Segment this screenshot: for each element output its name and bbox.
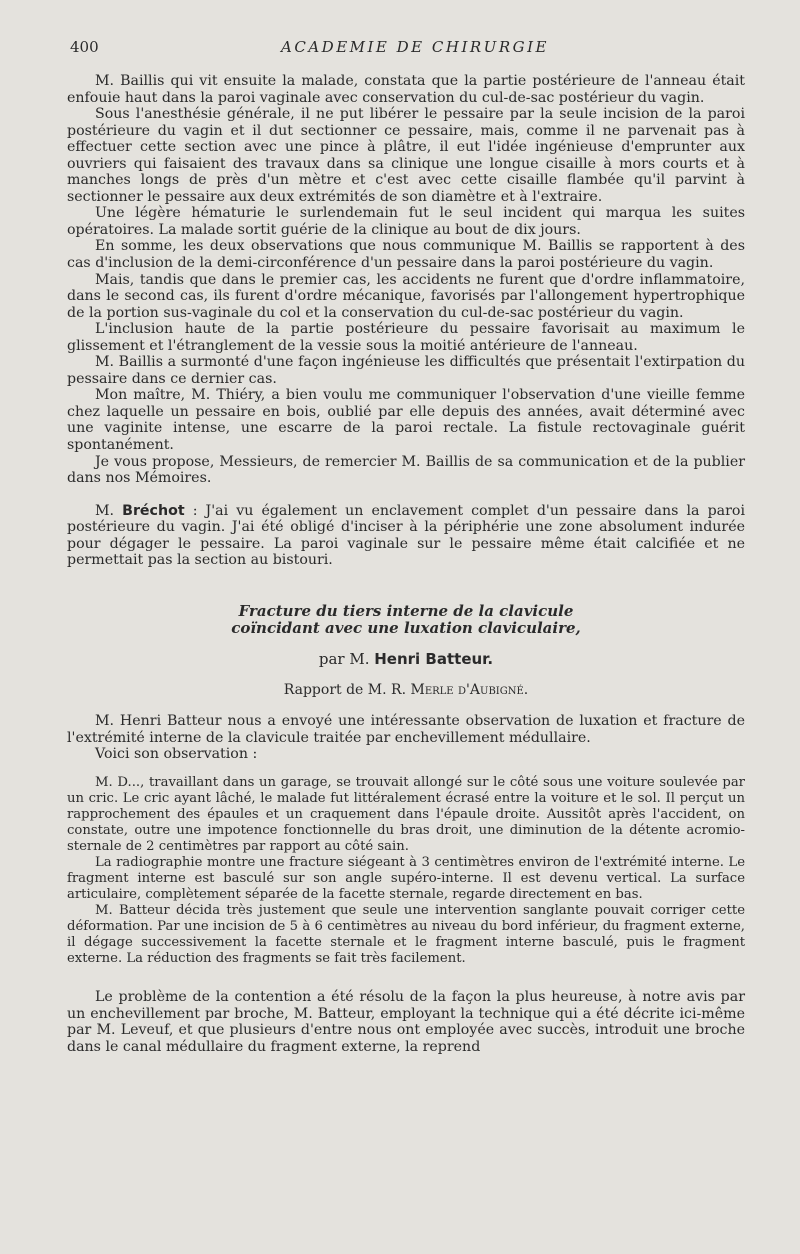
observation-paragraph: M. Batteur décida très justement que seule une intervention sanglante pouvait corriger cette déformation. Par une incision de 5 à 6 centimètres au niveau du bord inférieur, du fragment externe, il dégage successivement la facette sternale et le fragment interne basculé, puis le fragment externe. La réduction des fragments se fait très facilement. [67,902,745,967]
paragraph: L'inclusion haute de la partie postérieure du pessaire favorisait au maximum le glissement et l'étranglement de la vessie sous la moitié antérieure de l'anneau. [67,321,745,354]
paragraph: Une légère hématurie le surlendemain fut le seul incident qui marqua les suites opératoires. La malade sortit guérie de la clinique au bout de dix jours. [67,205,745,238]
paragraph: Mon maître, M. Thiéry, a bien voulu me communiquer l'observation d'une vieille femme chez laquelle un pessaire en bois, oublié par elle depuis des années, avait déterminé avec une vaginite intense, une escarre de la paroi rectale. La fistule rectovaginale guérit spontanément. [67,387,745,454]
paragraph: Mais, tandis que dans le premier cas, les accidents ne furent que d'ordre inflammatoire, dans le second cas, ils furent d'ordre mécanique, favorisés par l'allongement hypertrophique de la portion sus-vaginale du col et la conservation du cul-de-sac postérieur du vagin. [67,271,745,321]
reporter-name: Merle d'Aubigné. [410,682,529,699]
running-title: ACADEMIE DE CHIRURGIE [281,38,549,56]
observation-paragraph: M. D..., travaillant dans un garage, se trouvait allongé sur le côté sous une voiture soulevée par un cric. Le cric ayant lâché, le malade fut littéralement écrasé entre la voiture et le sol. Il perçut un rapprochement des épaules et un craquement dans l'épaule droite. Aussitôt après l'accident, on constate, outre une impotence fonctionnelle du bras droit, une diminution de la détente acromio-sternale de 2 centimètres par rapport au côté sain. [67,774,745,854]
discussion-text: : J'ai vu également un enclavement complet d'un pessaire dans la paroi postérieure du vagin. J'ai été obligé d'inciser à la périphérie une zone absolument indurée pour dégager le pessaire. La paroi vaginale sur le pessaire même était calcifiée et ne permettait pas la section au bistouri. [67,502,745,569]
paragraph: Le problème de la contention a été résolu de la façon la plus heureuse, à notre avis par un enchevillement par broche, M. Batteur, employant la technique qui a été décrite ici-même par M. Leveuf, et que plusieurs d'entre nous ont employée avec succès, introduit une broche dans le canal médullaire du fragment externe, la reprend [67,989,745,1055]
article-title-line-1: Fracture du tiers interne de la clavicule [238,601,574,620]
paragraph: Voici son observation : [95,746,258,763]
paragraph: En somme, les deux observations que nous communique M. Baillis se rapportent à des cas d'inclusion de la demi-circonférence d'un pessaire dans la paroi postérieure du vagin. [67,238,745,272]
discussion-paragraph [67,503,745,569]
paragraph: M. Baillis a surmonté d'une façon ingénieuse les difficultés que présentait l'extirpation du pessaire dans ce dernier cas. [67,354,745,387]
paragraph: M. Henri Batteur nous a envoyé une intéressante observation de luxation et fracture de l'extrémité interne de la clavicule traitée par enchevillement médullaire. [67,712,745,746]
article-title-line-2: coïncidant avec une luxation claviculaire, [231,618,581,637]
page-header [70,38,760,62]
speaker-name: Bréchot [122,502,185,519]
speaker-prefix: M. [95,502,123,519]
article-heading [67,603,745,699]
report-prefix: Rapport de M. R. [283,682,411,699]
report-line [67,682,745,699]
body-text [67,73,745,1055]
paragraph: M. Baillis qui vit ensuite la malade, constata que la partie postérieure de l'anneau était enfouie haut dans la paroi vaginale avec conservation du cul-de-sac postérieur du vagin. [67,73,745,106]
article-byline [67,651,745,668]
page-number: 400 [70,38,99,56]
paragraph: Je vous propose, Messieurs, de remercier M. Baillis de sa communication et de la publier dans nos Mémoires. [67,453,745,487]
byline-prefix: par M. [318,649,375,668]
observation-paragraph: La radiographie montre une fracture siégeant à 3 centimètres environ de l'extrémité interne. Le fragment interne est basculé sur son angle supéro-interne. Il est devenu vertical. La surface articulaire, complètement séparée de la facette sternale, regarde directement en bas. [67,854,745,902]
paragraph: Sous l'anesthésie générale, il ne put libérer le pessaire par la seule incision de la paroi postérieure du vagin et il dut sectionner ce pessaire, mais, comme il ne parvenait pas à effectuer cette section avec une pince à plâtre, il eut l'idée ingénieuse d'emprunter aux ouvriers qui faisaient des travaux dans sa clinique une longue cisaille à mors courts et à manches longs de près d'un mètre et c'est avec cette cisaille flambée qu'il parvint à sectionner le pessaire aux deux extrémités de son diamètre et à l'extraire. [67,106,745,205]
author-name: Henri Batteur. [374,649,494,668]
